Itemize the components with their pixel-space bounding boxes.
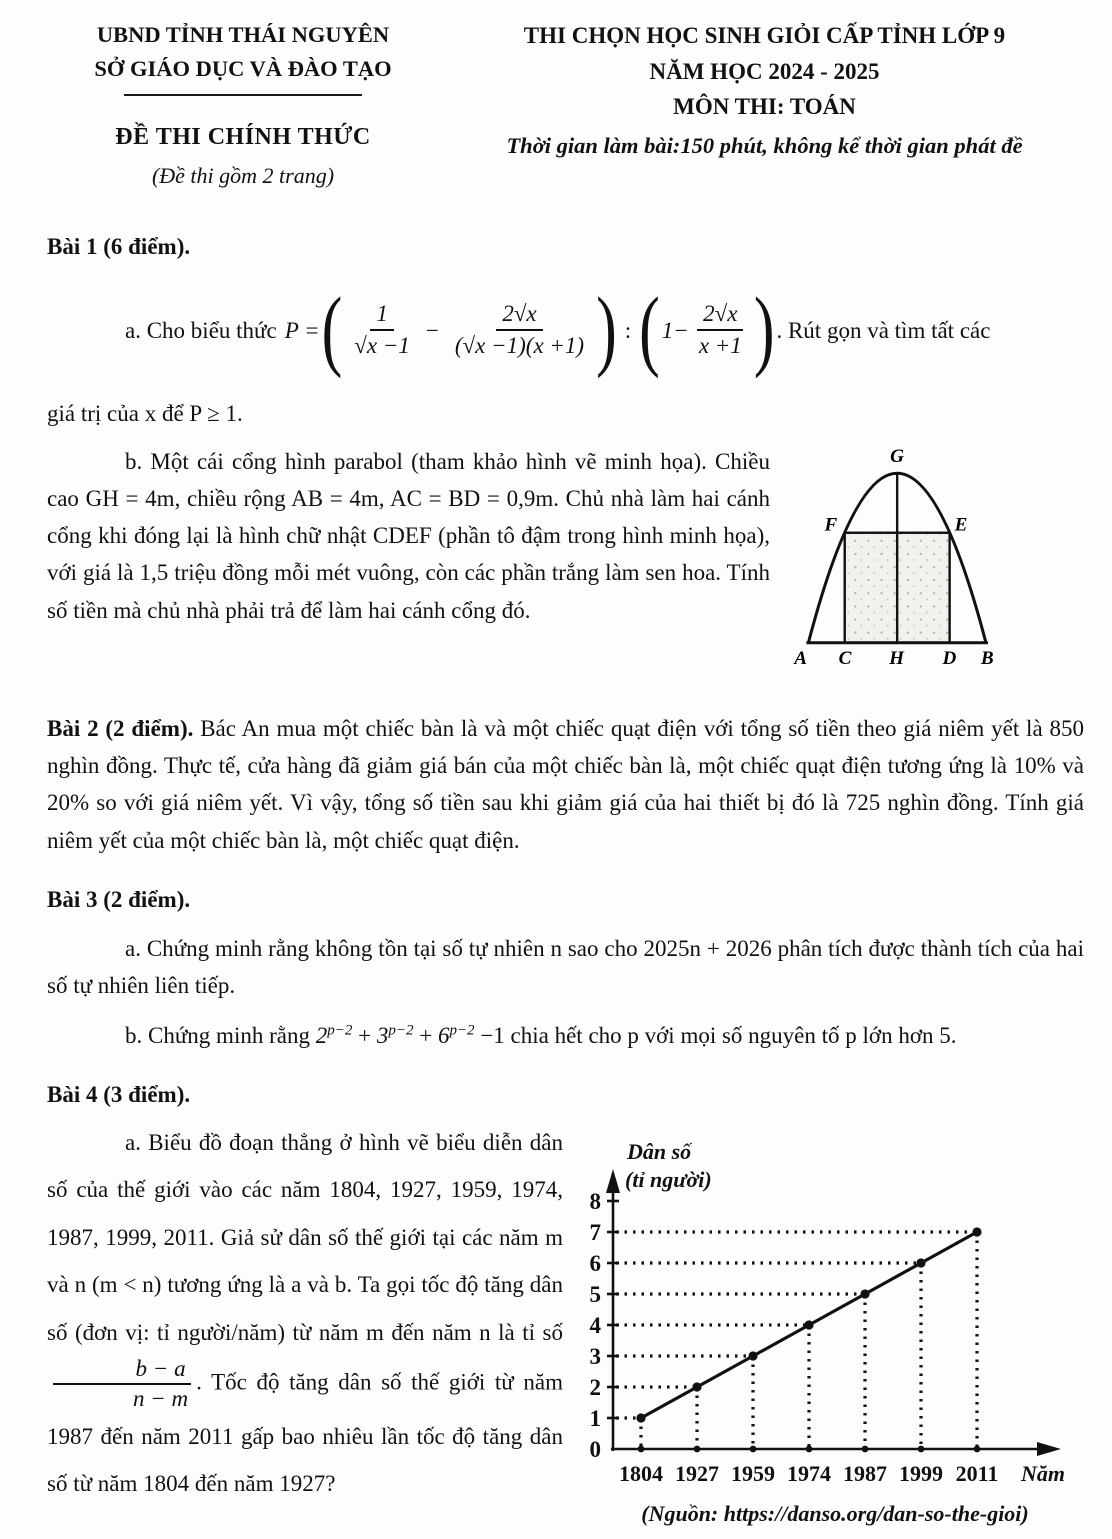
- y-axis-label-line1: Dân số: [627, 1139, 692, 1164]
- pages-note: (Đề thi gồm 2 trang): [151, 163, 335, 189]
- problem3b-text: [47, 1017, 1084, 1054]
- problem1b-text: b. Một cái cổng hình parabol (tham khảo hình vẽ minh họa). Chiều cao GH = 4m, chiều rộng AB = 4m, AC = BD = 0,9m. Chủ nhà làm hai cánh cổng khi đóng lại là hình chữ nhật CDEF (phần tô đậm trong hình minh họa), với giá là 1,5 triệu đồng mỗi mét vuông, còn các phần trắng làm sen hoa. Tính số tiền mà chủ nhà phải trả để làm hai cánh cổng đó.: [47, 448, 770, 623]
- label-F: F: [824, 514, 838, 536]
- svg-text:1959: 1959: [731, 1461, 775, 1486]
- problem1b-row: [47, 443, 1084, 688]
- term3-base: 6: [437, 1022, 450, 1048]
- header-rule: [124, 94, 362, 96]
- header-right: [439, 18, 1084, 164]
- problem1a-lead: a. Cho biểu thức: [125, 317, 277, 343]
- problem1a-line2: giá trị của x để P ≥ 1.: [47, 401, 243, 427]
- label-H: H: [889, 647, 905, 669]
- fraction-3: [693, 300, 748, 362]
- svg-text:3: 3: [589, 1344, 601, 1369]
- exam-title-2: NĂM HỌC 2024 - 2025: [649, 58, 880, 84]
- org-line-1: UBND TỈNH THÁI NGUYÊN: [96, 22, 390, 47]
- minus-operator: −: [425, 317, 439, 343]
- close-paren-1: ): [596, 280, 617, 380]
- time-note: Thời gian làm bài:150 phút, không kể thời gian phát đề: [506, 132, 1023, 158]
- fraction-3-denominator: x +1: [698, 333, 742, 359]
- svg-text:1: 1: [589, 1406, 601, 1431]
- svg-text:6: 6: [589, 1251, 601, 1276]
- header: [47, 18, 1084, 194]
- exam-title-1: THI CHỌN HỌC SINH GIỎI CẤP TỈNH LỚP 9: [523, 23, 1006, 48]
- term1-exponent: p−2: [327, 1021, 353, 1038]
- fraction-1-denominator: √x −1: [354, 333, 410, 359]
- problem1-heading: Bài 1 (6 điểm).: [47, 234, 191, 259]
- header-left: [47, 18, 439, 194]
- fraction-1: [348, 300, 416, 362]
- svg-text:8: 8: [589, 1189, 601, 1214]
- problem4-heading: Bài 4 (3 điểm).: [47, 1081, 191, 1107]
- label-C: C: [838, 647, 852, 669]
- svg-text:1927: 1927: [675, 1461, 719, 1486]
- y-axis-label-line2: (tỉ người): [625, 1167, 712, 1192]
- rate-fraction-numerator: b − a: [53, 1356, 191, 1385]
- parabola-figure: [786, 443, 1084, 688]
- rate-fraction: [50, 1356, 193, 1413]
- svg-text:1999: 1999: [899, 1461, 943, 1486]
- svg-text:1804: 1804: [619, 1461, 663, 1486]
- plus-operator-1: +: [358, 1022, 372, 1048]
- problem4-text-after: . Tốc độ tăng dân số thế giới từ năm 1987 đến năm 2011 gấp bao nhiêu lần tốc độ tăng dân số từ năm 1804 đến năm 1927?: [47, 1369, 563, 1497]
- problem4-text-before: a. Biểu đồ đoạn thẳng ở hình vẽ biểu diễn dân số của thế giới vào các năm 1804, 1927, 1959, 1974, 1987, 1999, 2011. Giả sử dân số thế giới tại các năm m và n (m < n) tương ứng là a và b. Ta gọi tốc độ tăng dân số (đơn vị: tỉ người/năm) từ năm m đến năm n là tỉ số: [47, 1130, 563, 1345]
- term2-base: 3: [376, 1022, 389, 1048]
- problem1a-formula-line: [125, 271, 1084, 389]
- org-line-2: SỞ GIÁO DỤC VÀ ĐÀO TẠO: [94, 55, 392, 81]
- problem2-heading: Bài 2 (2 điểm).: [47, 715, 194, 741]
- open-paren-2: (: [639, 280, 660, 380]
- fraction-1-numerator: 1: [370, 300, 394, 332]
- problem3a-text: a. Chứng minh rằng không tồn tại số tự nhiên n sao cho 2025n + 2026 phân tích được thành tích của hai số tự nhiên liên tiếp.: [47, 936, 1084, 999]
- parabola-gate-diagram: [786, 445, 1084, 677]
- exam-title-3: MÔN THI: TOÁN: [673, 94, 856, 120]
- label-G: G: [890, 445, 904, 467]
- svg-text:2011: 2011: [955, 1461, 999, 1486]
- open-paren-1: (: [321, 280, 343, 380]
- problem1a-tail: . Rút gọn và tìm tất các: [776, 317, 991, 343]
- fraction-2-numerator: 2√x: [496, 300, 542, 332]
- x-axis-label: Năm: [1021, 1461, 1065, 1486]
- term3-exponent: p−2: [449, 1021, 475, 1038]
- problem4-text: [47, 1119, 563, 1539]
- rate-fraction-denominator: n − m: [133, 1386, 189, 1412]
- population-line-chart: [577, 1129, 1087, 1529]
- problem2-paragraph: [47, 710, 1084, 859]
- svg-text:7: 7: [589, 1220, 601, 1245]
- term1-base: 2: [315, 1022, 328, 1048]
- svg-text:4: 4: [589, 1313, 601, 1338]
- fraction-3-numerator: 2√x: [697, 300, 743, 332]
- label-B: B: [980, 647, 994, 669]
- svg-text:1974: 1974: [787, 1461, 831, 1486]
- svg-text:5: 5: [589, 1282, 601, 1307]
- close-paren-2: ): [753, 280, 775, 380]
- svg-text:2: 2: [589, 1375, 601, 1400]
- label-D: D: [942, 647, 957, 669]
- problem3-heading: Bài 3 (2 điểm).: [47, 886, 191, 912]
- problem3b-tail: −1 chia hết cho p với mọi số nguyên tố p lớn hơn 5.: [480, 1022, 957, 1048]
- fraction-2: [449, 300, 590, 362]
- term2-exponent: p−2: [388, 1021, 414, 1038]
- division-colon: :: [624, 317, 632, 343]
- plus-operator-2: +: [419, 1022, 433, 1048]
- official-exam-label: ĐỀ THI CHÍNH THỨC: [115, 123, 371, 150]
- chart-source: (Nguồn: https://danso.org/dan-so-the-gioi): [641, 1501, 1029, 1526]
- svg-text:1987: 1987: [843, 1461, 887, 1486]
- p-equals: P =: [284, 317, 320, 343]
- population-chart: [577, 1119, 1087, 1539]
- problem3b-lead: b. Chứng minh rằng: [125, 1022, 316, 1048]
- svg-text:0: 0: [589, 1437, 601, 1462]
- problem4-row: [47, 1119, 1084, 1539]
- problem2-text: Bác An mua một chiếc bàn là và một chiếc quạt điện với tổng số tiền theo giá niêm yết là 850 nghìn đồng. Thực tế, cửa hàng đã giảm giá bán của một chiếc bàn là, một chiếc quạt điện tương ứng là 10% và 20% so với giá niêm yết. Vì vậy, tổng số tiền sau khi giảm giá của hai thiết bị đó là 725 nghìn đồng. Tính giá niêm yết của một chiếc bàn là, một chiếc quạt điện.: [47, 715, 1084, 853]
- label-E: E: [954, 514, 968, 536]
- label-A: A: [794, 647, 808, 669]
- one-minus: 1−: [661, 317, 689, 343]
- fraction-2-denominator: (√x −1)(x +1): [454, 333, 585, 359]
